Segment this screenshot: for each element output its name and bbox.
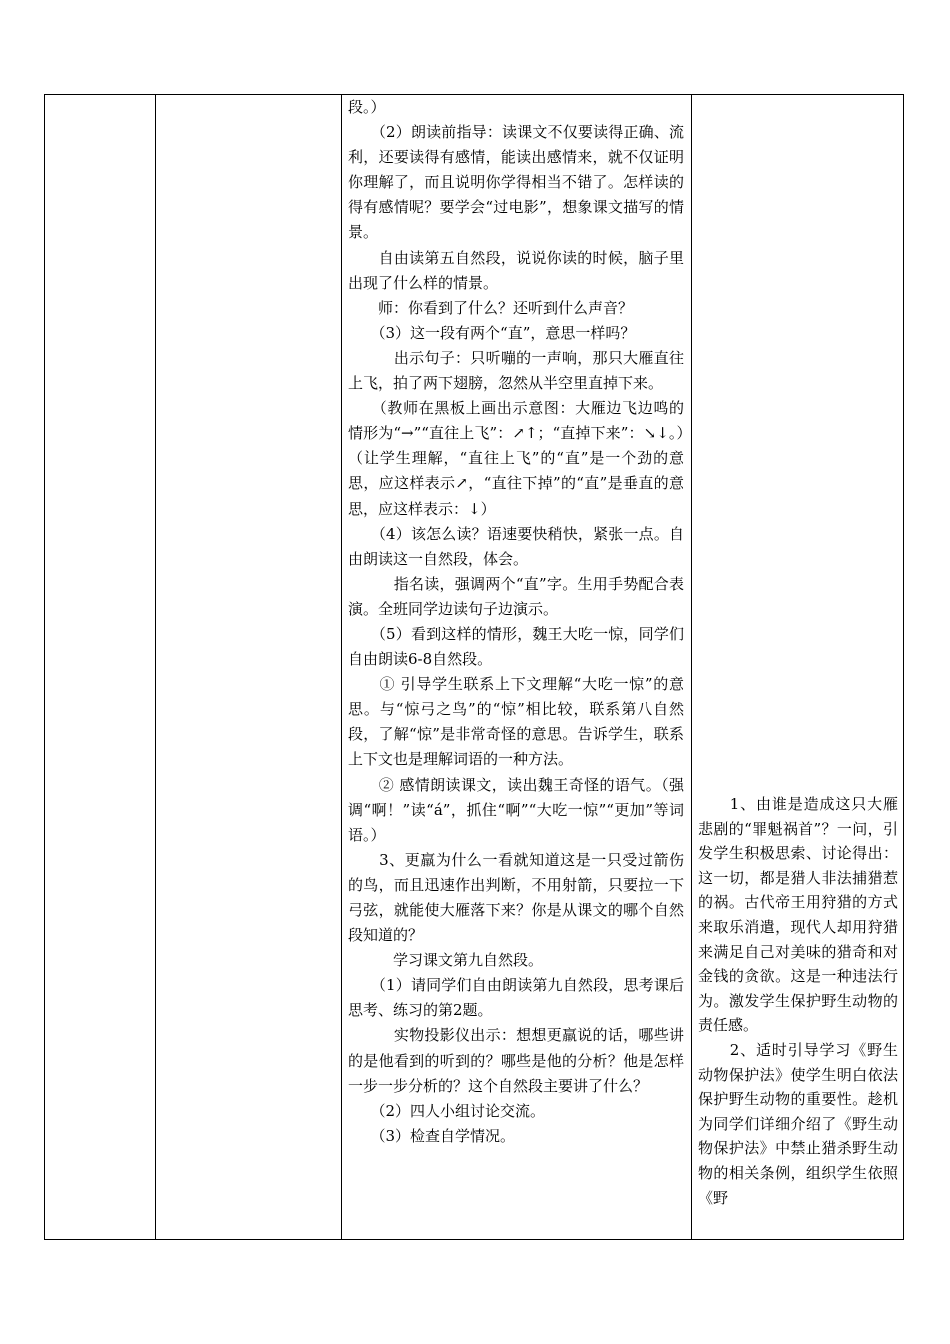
design-intent-text <box>692 792 903 1210</box>
main-paragraph: 指名读，强调两个“直”字。生用手势配合表演。全班同学边读句子边演示。 <box>348 574 684 618</box>
design-intent-cell <box>692 95 904 1240</box>
main-paragraph: （1）请同学们自由朗读第九自然段，思考课后思考、练习的第2题。 <box>348 976 684 1020</box>
main-paragraph: （2）朗读前指导：读课文不仅要读得正确、流利，还要读得有感情，能读出感情来，就不仅证明你理解了，而且说明你学得相当不错了。怎样读的得有感情呢？要学会“过电影”，想象课文描写的情景。 <box>348 123 684 242</box>
teaching-process-cell <box>342 95 692 1240</box>
main-paragraph: 学习课文第九自然段。 <box>348 951 544 970</box>
blank-space <box>692 95 903 792</box>
main-paragraph: 出示句子：只听嘣的一声响，那只大雁直往上飞，拍了两下翅膀，忽然从半空里直掉下来。 <box>348 348 684 393</box>
main-paragraph: 段。） <box>348 98 386 116</box>
main-paragraph: （3）这一段有两个“直”，意思一样吗？ <box>348 323 636 342</box>
side-paragraph: 1、由谁是造成这只大雁悲剧的“罪魁祸首”？一问，引发学生积极思索、讨论得出：这一切，都是猎人非法捕猎惹的祸。古代帝王用狩猎的方式来取乐消遣，现代人却用狩猎来满足自己对美味的猎奇和对金钱的贪欲。这是一种违法行为。激发学生保护野生动物的责任感。 <box>698 795 898 1035</box>
main-paragraph: 实物投影仪出示：想想更羸说的话，哪些讲的是他看到的听到的？哪些是他的分析？他是怎样一步一步分析的？这个自然段主要讲了什么？ <box>348 1026 684 1095</box>
main-paragraph: （4）该怎么读？语速要快稍快，紧张一点。自由朗读这一自然段，体会。 <box>348 524 684 568</box>
main-paragraph: （3）检查自学情况。 <box>348 1126 516 1145</box>
main-paragraph: 自由读第五自然段，说说你读的时候，脑子里出现了什么样的情景。 <box>348 248 684 292</box>
main-paragraph: ① 引导学生联系上下文理解“大吃一惊”的意思。与“惊弓之鸟”的“惊”相比较，联系第八自然段，了解“惊”是非常奇怪的意思。告诉学生，联系上下文也是理解词语的一种方法。 <box>348 675 684 769</box>
main-paragraph: （教师在黑板上画出示意图：大雁边飞边鸣的情形为“→”“直往上飞”：↗↑；“直掉下来”：↘↓。）（让学生理解，“直往上飞”的“直”是一个劲的意思，应这样表示↗，“直往下掉”的“直”是垂直的意思，应这样表示：↓） <box>348 399 684 518</box>
main-paragraph: （2）四人小组讨论交流。 <box>348 1101 546 1120</box>
main-paragraph: （5）看到这样的情形，魏王大吃一惊，同学们自由朗读6-8自然段。 <box>348 624 684 669</box>
blank-column-2 <box>156 95 342 1240</box>
blank-column-1 <box>45 95 156 1240</box>
table-row <box>45 95 904 1240</box>
main-paragraph: 师：你看到了什么？还听到什么声音？ <box>348 298 634 317</box>
teaching-process-text <box>342 95 691 1149</box>
side-paragraph: 2、适时引导学习《野生动物保护法》使学生明白依法保护野生动物的重要性。趁机为同学们详细介绍了《野生动物保护法》中禁止猎杀野生动物的相关条例，组织学生依照《野 <box>698 1040 898 1207</box>
lesson-plan-table <box>44 94 904 1240</box>
main-paragraph: 3、更羸为什么一看就知道这是一只受过箭伤的鸟，而且迅速作出判断，不用射箭，只要拉一下弓弦，就能使大雁落下来？你是从课文的哪个自然段知道的？ <box>348 850 684 945</box>
main-paragraph: ② 感情朗读课文，读出魏王奇怪的语气。（强调“啊！”读“á”，抓住“啊”“大吃一惊”“更加”等词语。） <box>348 775 684 844</box>
